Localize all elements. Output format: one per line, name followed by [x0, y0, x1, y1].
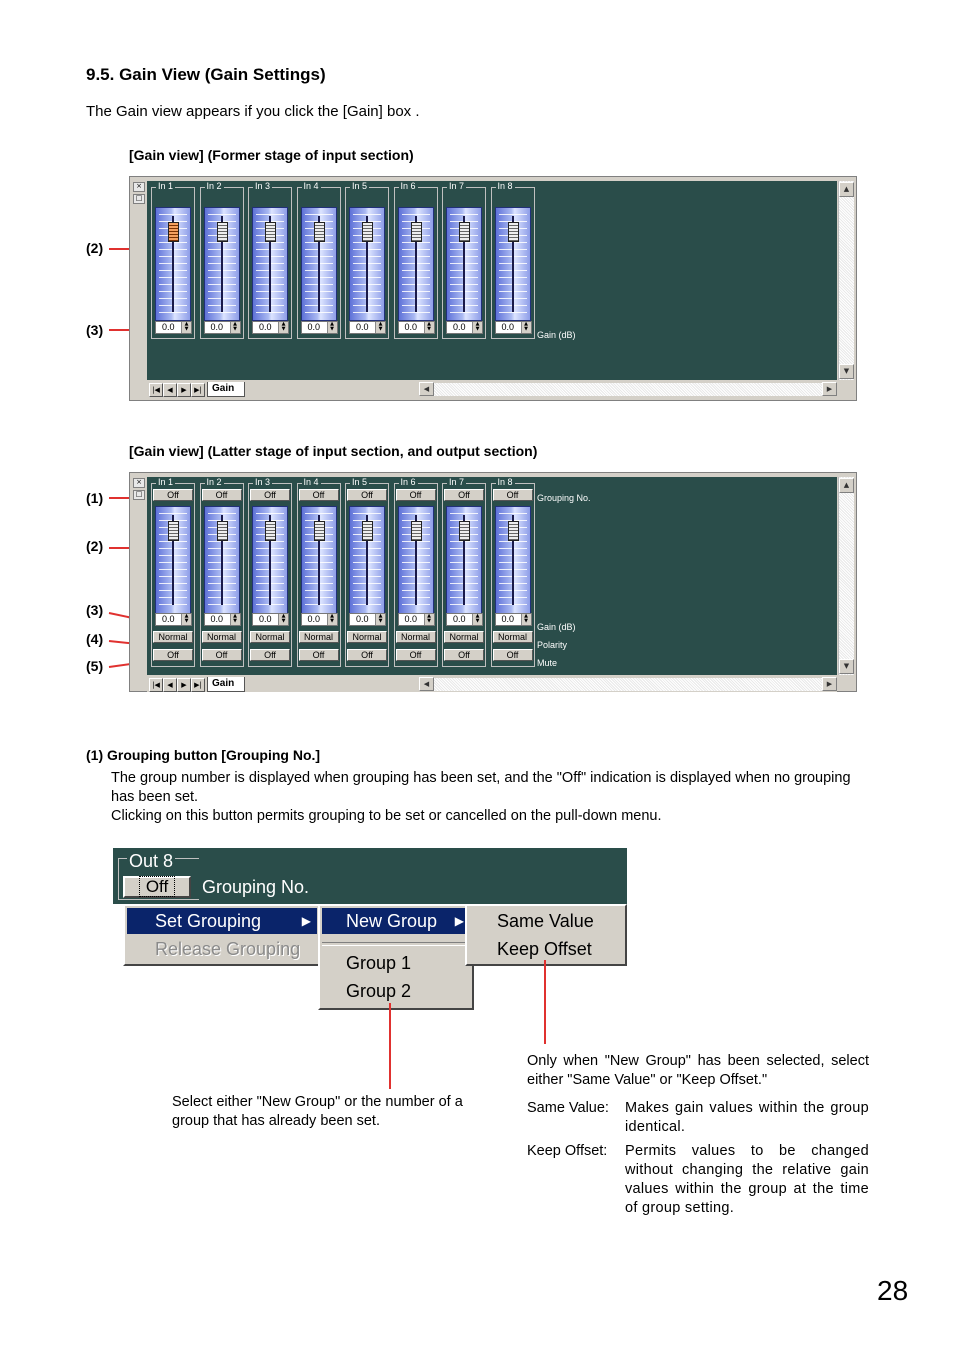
menu-item-label: Group 1	[346, 953, 412, 973]
channel-label: In 8	[497, 477, 513, 487]
fader-knob[interactable]	[508, 521, 519, 541]
channel-label: In 2	[206, 477, 222, 487]
gain-fader[interactable]	[398, 207, 434, 321]
menu-item-new-group[interactable]	[322, 908, 470, 934]
vertical-scrollbar[interactable]	[838, 477, 854, 675]
polarity-button[interactable]: Normal	[493, 631, 533, 643]
gain-value-input[interactable]	[349, 613, 386, 626]
channel-label: In 2	[206, 181, 222, 191]
gain-fader[interactable]	[349, 506, 385, 614]
spin-arrows-icon[interactable]: ▲ ▼	[181, 614, 191, 625]
first-sheet-icon[interactable]: |◀	[149, 678, 163, 692]
gain-value: 0.0	[356, 322, 369, 332]
set-grouping-submenu	[318, 904, 474, 1010]
prev-sheet-icon[interactable]: ◀	[163, 678, 177, 692]
channel-label: In 5	[352, 181, 368, 191]
intro-text: The Gain view appears if you click the [Gain] box .	[86, 103, 420, 120]
note-right-intro: Only when "New Group" has been selected, select either "Same Value" or "Keep Offset."	[527, 1053, 869, 1088]
spin-arrows-icon[interactable]: ▲ ▼	[278, 322, 288, 333]
menu-item-label: Same Value	[497, 911, 594, 931]
mute-button[interactable]: Off	[493, 649, 533, 661]
mute-button[interactable]: Off	[396, 649, 436, 661]
gain-value-input[interactable]	[446, 613, 483, 626]
grouping-para-1: The group number is displayed when grouping has been set, and the "Off" indication is displayed when no grouping has been set.	[111, 770, 851, 805]
grouping-off-button[interactable]	[123, 876, 191, 898]
fader-knob[interactable]	[508, 222, 519, 242]
grouping-off-label: Off	[139, 876, 175, 897]
caption-former-stage: [Gain view] (Former stage of input section)	[129, 147, 414, 163]
grouping-menu-zoom	[113, 848, 627, 1001]
polarity-button[interactable]: Normal	[153, 631, 193, 643]
gain-fader[interactable]	[155, 506, 191, 614]
gain-value-input[interactable]	[495, 613, 532, 626]
polarity-button[interactable]: Normal	[202, 631, 242, 643]
scroll-up-icon[interactable]: ▲	[839, 182, 854, 197]
grouping-menu	[123, 904, 321, 966]
gain-value: 0.0	[356, 614, 369, 624]
prev-sheet-icon[interactable]: ◀	[163, 383, 177, 397]
channel-label: In 3	[255, 477, 271, 487]
callout-5: (5)	[86, 658, 104, 674]
spin-arrows-icon[interactable]: ▲ ▼	[472, 322, 482, 333]
gain-fader[interactable]	[204, 207, 240, 321]
gain-db-label: Gain (dB)	[537, 330, 576, 340]
pointer-line-left	[389, 1003, 391, 1089]
polarity-label: Polarity	[537, 640, 568, 650]
channel-label: In 6	[400, 477, 416, 487]
fader-knob[interactable]	[217, 222, 228, 242]
polarity-button[interactable]: Normal	[299, 631, 339, 643]
menu-channel-area	[113, 848, 627, 904]
scroll-up-icon[interactable]: ▲	[839, 478, 854, 493]
spin-arrows-icon[interactable]: ▲ ▼	[278, 614, 288, 625]
desc-same-value: Makes gain values within the group identical.	[625, 1100, 869, 1135]
grouping-section-title: (1) Grouping button [Grouping No.]	[86, 747, 321, 763]
gain-value-input[interactable]	[252, 321, 289, 334]
fader-knob[interactable]	[362, 521, 373, 541]
gain-fader[interactable]	[252, 207, 288, 321]
spin-arrows-icon[interactable]: ▲ ▼	[230, 614, 240, 625]
menu-item-release-grouping[interactable]	[127, 936, 317, 962]
new-group-submenu	[465, 904, 627, 966]
menu-item-same-value[interactable]	[469, 908, 623, 934]
callout-4: (4)	[86, 631, 104, 647]
gain-fader[interactable]	[301, 207, 337, 321]
gain-fader[interactable]	[301, 506, 337, 614]
callout-3: (3)	[86, 322, 104, 338]
gain-value: 0.0	[404, 322, 418, 332]
gain-value: 0.0	[453, 322, 466, 332]
gain-value: 0.0	[307, 322, 321, 332]
horizontal-scrollbar[interactable]	[419, 383, 837, 396]
grouping-no-label: Grouping No.	[202, 877, 310, 897]
gain-value: 0.0	[404, 614, 418, 624]
menu-item-label: Keep Offset	[497, 939, 592, 959]
fader-knob[interactable]	[362, 222, 373, 242]
note-left: Select either "New Group" or the number of a group that has already been set.	[172, 1094, 463, 1129]
gain-value: 0.0	[210, 614, 224, 624]
gain-view-window-latter	[129, 472, 857, 692]
channel-label: In 7	[449, 477, 465, 487]
channel-label: In 5	[352, 477, 368, 487]
spin-arrows-icon[interactable]: ▲ ▼	[230, 322, 240, 333]
horizontal-scrollbar[interactable]	[419, 678, 837, 691]
channel-area	[147, 477, 837, 675]
callout-2b: (2)	[86, 538, 104, 554]
grouping-button[interactable]: Off	[202, 489, 242, 501]
sheet-tab-bar	[147, 382, 837, 397]
spin-arrows-icon[interactable]: ▲ ▼	[375, 614, 385, 625]
spin-arrows-icon[interactable]: ▲ ▼	[521, 614, 531, 625]
gain-value-input[interactable]	[495, 321, 532, 334]
sheet-tab-bar	[147, 677, 837, 692]
menu-item-label: Set Grouping	[155, 911, 262, 931]
gain-value: 0.0	[210, 322, 224, 332]
gain-value-input[interactable]	[155, 321, 192, 334]
gain-value-input[interactable]	[204, 321, 241, 334]
grouping-button[interactable]: Off	[250, 489, 290, 501]
polarity-button[interactable]: Normal	[396, 631, 436, 643]
grouping-button[interactable]: Off	[153, 489, 193, 501]
fader-knob[interactable]	[314, 222, 325, 242]
spin-arrows-icon[interactable]: ▲ ▼	[424, 322, 434, 333]
channel-label: In 4	[303, 181, 319, 191]
channel-label: In 6	[400, 181, 416, 191]
fader-knob[interactable]	[168, 222, 179, 242]
gain-value-input[interactable]	[155, 613, 192, 626]
gain-value-input[interactable]	[301, 613, 338, 626]
gain-value-input[interactable]	[252, 613, 289, 626]
restore-icon[interactable]: □	[133, 490, 145, 500]
channel-area	[147, 181, 837, 380]
next-sheet-icon[interactable]: ▶	[177, 383, 191, 397]
gain-fader[interactable]	[349, 207, 385, 321]
scroll-right-icon[interactable]: ▶	[822, 382, 837, 396]
last-sheet-icon[interactable]: ▶|	[191, 383, 205, 397]
spin-arrows-icon[interactable]: ▲ ▼	[472, 614, 482, 625]
fader-knob[interactable]	[459, 521, 470, 541]
fader-knob[interactable]	[265, 222, 276, 242]
menu-separator	[322, 942, 470, 946]
grouping-button[interactable]: Off	[444, 489, 484, 501]
channel-label: Out 8	[129, 851, 174, 871]
gain-value: 0.0	[162, 322, 175, 332]
gain-value: 0.0	[501, 322, 515, 332]
spin-arrows-icon[interactable]: ▲ ▼	[327, 322, 337, 333]
first-sheet-icon[interactable]: |◀	[149, 383, 163, 397]
gain-view-window-former	[129, 176, 857, 401]
gain-value-input[interactable]	[446, 321, 483, 334]
fader-knob[interactable]	[314, 521, 325, 541]
gain-fader[interactable]	[495, 207, 531, 321]
channel-label: In 4	[303, 477, 319, 487]
fader-knob[interactable]	[411, 521, 422, 541]
scroll-left-icon[interactable]: ◀	[419, 677, 434, 691]
callout-1: (1)	[86, 490, 104, 506]
fader-knob[interactable]	[459, 222, 470, 242]
callout-2: (2)	[86, 240, 104, 256]
gain-value-input[interactable]	[349, 321, 386, 334]
mute-button[interactable]: Off	[444, 649, 484, 661]
grouping-no-label: Grouping No.	[537, 493, 591, 503]
caption-latter-stage: [Gain view] (Latter stage of input section, and output section)	[129, 443, 538, 459]
window-left-strip	[130, 177, 147, 400]
menu-item-group-1[interactable]	[322, 950, 470, 976]
gain-value-input[interactable]	[301, 321, 338, 334]
gain-value-input[interactable]	[398, 613, 435, 626]
spin-arrows-icon[interactable]: ▲ ▼	[181, 322, 191, 333]
gain-value: 0.0	[501, 614, 515, 624]
mute-button[interactable]: Off	[250, 649, 290, 661]
mute-button[interactable]: Off	[347, 649, 387, 661]
menu-item-label: Group 2	[346, 981, 412, 1001]
fader-knob[interactable]	[168, 521, 179, 541]
pointer-line-right	[544, 960, 546, 1044]
fader-knob[interactable]	[217, 521, 228, 541]
term-keep-offset: Keep Offset:	[527, 1143, 608, 1159]
gain-fader[interactable]	[155, 207, 191, 321]
gain-fader[interactable]	[398, 506, 434, 614]
grouping-button[interactable]: Off	[493, 489, 533, 501]
gain-value: 0.0	[259, 614, 272, 624]
mute-button[interactable]: Off	[153, 649, 193, 661]
window-left-strip	[130, 473, 147, 691]
menu-item-group-2[interactable]	[322, 978, 470, 1004]
channel-label: In 7	[449, 181, 465, 191]
section-heading: 9.5. Gain View (Gain Settings)	[86, 65, 326, 84]
gain-value: 0.0	[307, 614, 321, 624]
menu-item-keep-offset[interactable]	[469, 936, 623, 962]
mute-button[interactable]: Off	[299, 649, 339, 661]
chevron-right-icon: ▶	[454, 914, 464, 928]
callout-3b: (3)	[86, 602, 104, 618]
gain-fader[interactable]	[495, 506, 531, 614]
gain-value-input[interactable]	[398, 321, 435, 334]
grouping-para-2: Clicking on this button permits grouping to be set or cancelled on the pull-down menu.	[111, 808, 662, 824]
page-number: 28	[877, 1275, 909, 1306]
gain-fader[interactable]	[446, 207, 482, 321]
tab-gain[interactable]: Gain	[207, 677, 245, 692]
polarity-button[interactable]: Normal	[444, 631, 484, 643]
grouping-button[interactable]: Off	[299, 489, 339, 501]
grouping-button[interactable]: Off	[396, 489, 436, 501]
spin-arrows-icon[interactable]: ▲ ▼	[375, 322, 385, 333]
chevron-right-icon: ▶	[301, 914, 311, 928]
gain-value-input[interactable]	[204, 613, 241, 626]
spin-arrows-icon[interactable]: ▲ ▼	[424, 614, 434, 625]
channel-label: In 3	[255, 181, 271, 191]
spin-arrows-icon[interactable]: ▲ ▼	[327, 614, 337, 625]
menu-item-label: Release Grouping	[155, 939, 301, 959]
polarity-button[interactable]: Normal	[250, 631, 290, 643]
desc-keep-offset: Permits values to be changed without changing the relative gain values within the group at the time of group setting.	[625, 1143, 869, 1216]
minimize-icon[interactable]: ×	[133, 182, 145, 192]
channel-label: In 1	[158, 477, 174, 487]
gain-value: 0.0	[162, 614, 175, 624]
gain-fader[interactable]	[204, 506, 240, 614]
scroll-down-icon[interactable]: ▼	[839, 364, 854, 379]
term-same-value: Same Value:	[527, 1100, 609, 1116]
gain-value: 0.0	[453, 614, 466, 624]
menu-item-label: New Group	[346, 911, 438, 931]
gain-value: 0.0	[259, 322, 272, 332]
scroll-right-icon[interactable]: ▶	[822, 677, 837, 691]
fader-knob[interactable]	[265, 521, 276, 541]
tab-gain[interactable]: Gain	[207, 382, 245, 397]
vertical-scrollbar[interactable]	[838, 181, 854, 380]
next-sheet-icon[interactable]: ▶	[177, 678, 191, 692]
gain-fader[interactable]	[252, 506, 288, 614]
fader-knob[interactable]	[411, 222, 422, 242]
grouping-button[interactable]: Off	[347, 489, 387, 501]
channel-label: In 1	[158, 181, 174, 191]
restore-icon[interactable]: □	[133, 194, 145, 204]
minimize-icon[interactable]: ×	[133, 478, 145, 488]
mute-button[interactable]: Off	[202, 649, 242, 661]
channel-label: In 8	[497, 181, 513, 191]
scroll-left-icon[interactable]: ◀	[419, 382, 434, 396]
spin-arrows-icon[interactable]: ▲ ▼	[521, 322, 531, 333]
last-sheet-icon[interactable]: ▶|	[191, 678, 205, 692]
gain-db-label: Gain (dB)	[537, 622, 576, 632]
gain-fader[interactable]	[446, 506, 482, 614]
menu-item-set-grouping[interactable]	[127, 908, 317, 934]
scroll-down-icon[interactable]: ▼	[839, 659, 854, 674]
polarity-button[interactable]: Normal	[347, 631, 387, 643]
mute-label: Mute	[537, 658, 558, 668]
